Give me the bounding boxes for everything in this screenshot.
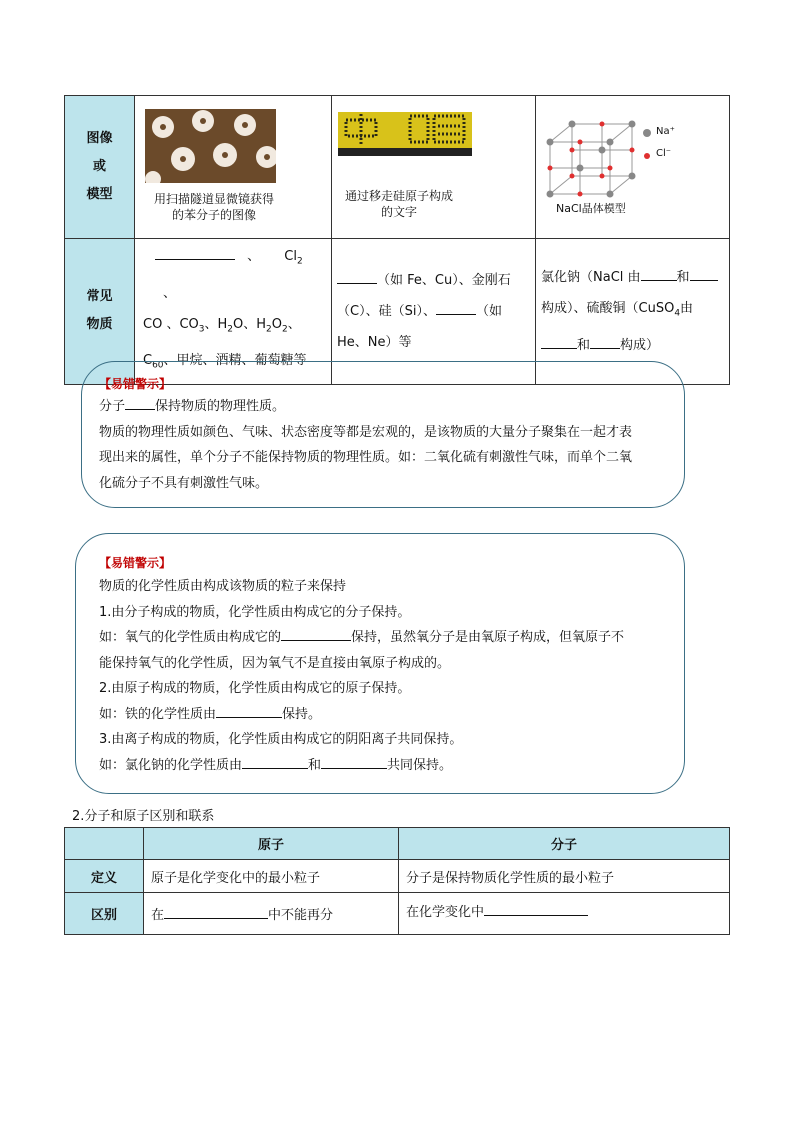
- warning-text: 化硫分子不具有刺激性气味。: [99, 475, 269, 491]
- warning-box-physical: [81, 361, 685, 508]
- warning-text: 如：铁的化学性质由 保持。: [99, 706, 322, 722]
- header-text: 图像: [86, 131, 113, 146]
- answer-blank: [242, 756, 308, 769]
- row-label: 定义: [65, 860, 144, 893]
- warning-text: 物质的化学性质由构成该物质的粒子来保持: [99, 579, 347, 594]
- answer-blank: [125, 397, 155, 410]
- nacl-image-cell: [536, 96, 730, 239]
- table-cell: 分子是保持物质化学性质的最小粒子: [399, 860, 730, 893]
- answer-blank: [164, 906, 268, 919]
- answer-blank: [690, 268, 718, 281]
- header-text: 或: [92, 159, 106, 174]
- table-cell: 在 中不能再分: [144, 893, 399, 935]
- benzene-stm-image: [145, 109, 276, 183]
- benzene-image-caption: 用扫描隧道显微镜获得的苯分子的图像: [153, 192, 274, 222]
- warning-text: 如：氯化钠的化学性质由 和 共同保持。: [99, 757, 453, 773]
- molecular-substances-cell: 、 $Cl_2$ 、 CO 、$CO_3$、$H_2O$、$H_2O_2$、 $C_{60}$、甲烷、酒精、葡萄糖等: [135, 239, 332, 385]
- nacl-crystal-model: [544, 118, 644, 198]
- table-cell: 在化学变化中: [399, 893, 730, 935]
- image-row-header: [65, 96, 135, 239]
- header-text: 模型: [86, 187, 113, 202]
- header-text: 物质: [86, 317, 113, 333]
- table-header-cell: [65, 828, 144, 860]
- warning-text: 1.由分子构成的物质，化学性质由构成它的分子保持。: [99, 604, 411, 620]
- answer-blank: [216, 705, 282, 718]
- answer-blank: [155, 247, 235, 260]
- warning-text: 2.由原子构成的物质，化学性质由构成它的原子保持。: [99, 681, 411, 696]
- answer-blank: [281, 628, 351, 641]
- silicon-image-cell: [332, 96, 536, 239]
- table-header-cell: 原子: [144, 828, 399, 860]
- ionic-substances-cell: 氯化钠（NaCl 由 和 构成）、硫酸铜（CuSO$_4$由 和 构成）: [536, 239, 730, 385]
- section-title: 2.分子和原子区别和联系: [72, 809, 215, 824]
- particles-table: [64, 95, 730, 385]
- nacl-image-caption: NaCl晶体模型: [556, 202, 626, 215]
- answer-blank: [641, 268, 677, 281]
- warning-text: 如：氧气的化学性质由构成它的 保持，虽然氧分子是由氧原子构成，但氧原子不: [99, 630, 625, 645]
- table-header-cell: 分子: [399, 828, 730, 860]
- na-ion-legend-label: Na⁺: [656, 126, 675, 137]
- warning-text: 现出来的属性，单个分子不能保持物质的物理性质。如：二氧化硫有刺激性气味，而单个二氧: [99, 450, 633, 465]
- silicon-image-caption: 通过移走硅原子构成的文字: [344, 189, 453, 219]
- answer-blank: [484, 903, 588, 916]
- answer-blank: [590, 336, 620, 349]
- warning-box-chemical: [75, 533, 685, 794]
- answer-blank: [321, 756, 387, 769]
- cl-ion-legend-label: Cl⁻: [656, 148, 672, 159]
- answer-blank: [436, 302, 476, 315]
- cl-ion-legend-icon: [642, 151, 652, 161]
- warning-text: 3.由离子构成的物质，化学性质由构成它的阴阳离子共同保持。: [99, 732, 463, 747]
- atomic-substances-cell: （如 Fe、Cu）、金刚石 （C）、硅（Si）、 （如 He、Ne）等: [332, 239, 536, 385]
- benzene-image-cell: [135, 96, 332, 239]
- warning-title: 【易错警示】: [99, 556, 172, 570]
- na-ion-legend-icon: [642, 128, 652, 138]
- warning-text: 能保持氧气的化学性质，因为氧气不是直接由氧原子构成的。: [99, 655, 451, 671]
- atom-molecule-table: [64, 827, 730, 935]
- answer-blank: [337, 271, 377, 284]
- warning-text: 分子 保持物质的物理性质。: [99, 399, 286, 414]
- warning-title: 【易错警示】: [99, 377, 172, 391]
- header-text: 常见: [86, 289, 113, 305]
- warning-text: 物质的物理性质如颜色、气味、状态密度等都是宏观的，是该物质的大量分子聚集在一起才表: [99, 424, 633, 440]
- answer-blank: [541, 336, 577, 349]
- row-label: 区别: [65, 893, 144, 935]
- silicon-atom-text-image: [338, 112, 472, 156]
- table-cell: 原子是化学变化中的最小粒子: [144, 860, 399, 893]
